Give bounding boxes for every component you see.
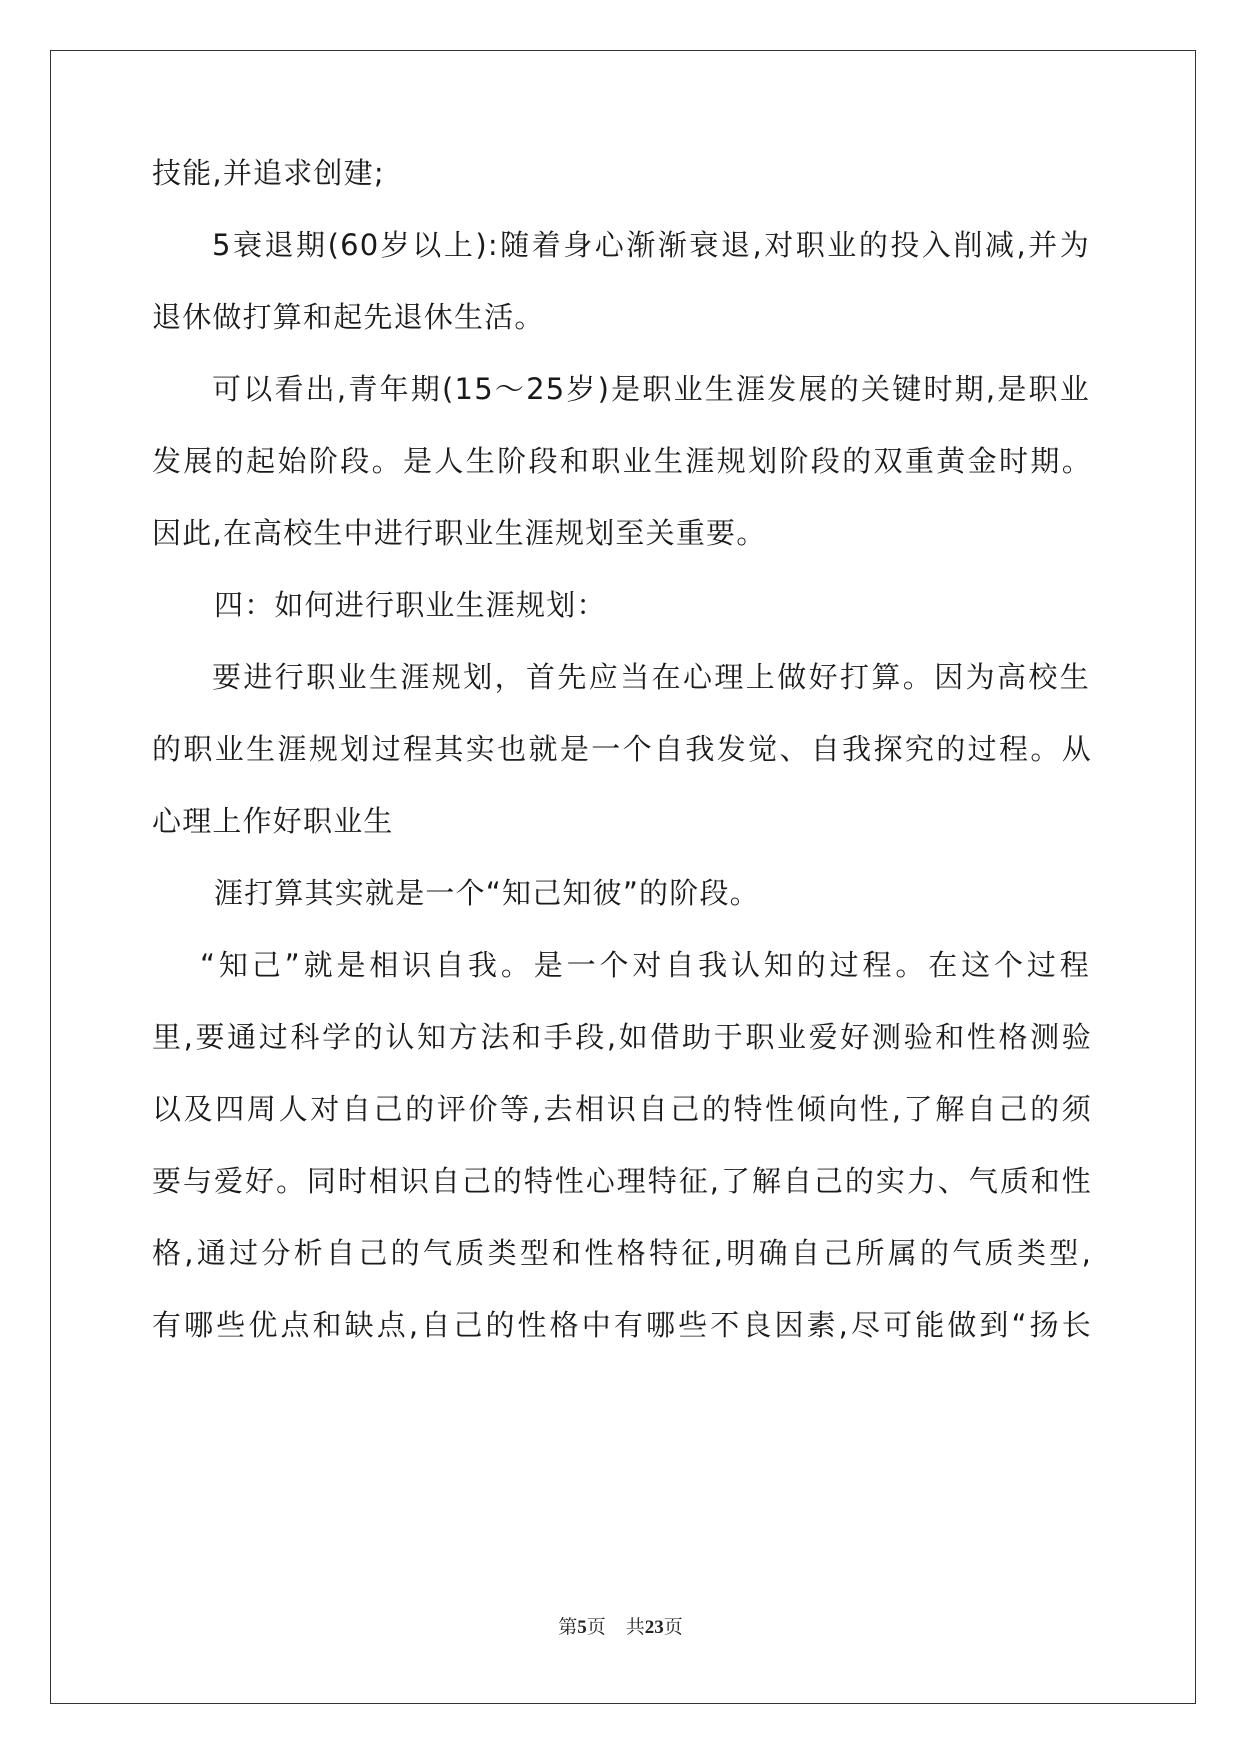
text-line: 5衰退期(60岁以上):随着身心渐渐衰退,对职业的投入削减,并为 bbox=[212, 228, 1090, 262]
total-suffix: 页 bbox=[663, 1616, 683, 1638]
page-current: 5 bbox=[577, 1617, 587, 1638]
text-line: 可以看出,青年期(15～25岁)是职业生涯发展的关键时期,是职业 bbox=[212, 372, 1090, 406]
text-line: 要进行职业生涯规划，首先应当在心理上做好打算。因为高校生 bbox=[212, 660, 1090, 694]
section-heading: 四：如何进行职业生涯规划： bbox=[214, 588, 607, 622]
text-line: 格,通过分析自己的气质类型和性格特征,明确自己所属的气质类型, bbox=[152, 1236, 1092, 1270]
text-line: 的职业生涯规划过程其实也就是一个自我发觉、自我探究的过程。从 bbox=[152, 732, 1092, 766]
text-line: 因此,在高校生中进行职业生涯规划至关重要。 bbox=[152, 516, 767, 550]
text-line: 退休做打算和起先退休生活。 bbox=[152, 300, 545, 334]
text-line: 技能,并追求创建; bbox=[152, 156, 385, 190]
page-suffix: 页 bbox=[586, 1616, 606, 1638]
text-line: 涯打算其实就是一个“知己知彼”的阶段。 bbox=[214, 876, 760, 910]
text-line: 发展的起始阶段。是人生阶段和职业生涯规划阶段的双重黄金时期。 bbox=[152, 444, 1092, 478]
page-total: 23 bbox=[644, 1617, 664, 1638]
text-line: 要与爱好。同时相识自己的特性心理特征,了解自己的实力、气质和性 bbox=[152, 1164, 1092, 1198]
text-line: 里,要通过科学的认知方法和手段,如借助于职业爱好测验和性格测验 bbox=[152, 1020, 1092, 1054]
total-prefix: 共 bbox=[625, 1616, 645, 1638]
page-prefix: 第 bbox=[558, 1616, 578, 1638]
text-line: 有哪些优点和缺点,自己的性格中有哪些不良因素,尽可能做到“扬长 bbox=[152, 1308, 1092, 1342]
page-footer bbox=[0, 1612, 1241, 1639]
text-line: “知己”就是相识自我。是一个对自我认知的过程。在这个过程 bbox=[200, 948, 1090, 982]
text-line: 以及四周人对自己的评价等,去相识自己的特性倾向性,了解自己的须 bbox=[152, 1092, 1092, 1126]
text-line: 心理上作好职业生 bbox=[152, 804, 394, 838]
